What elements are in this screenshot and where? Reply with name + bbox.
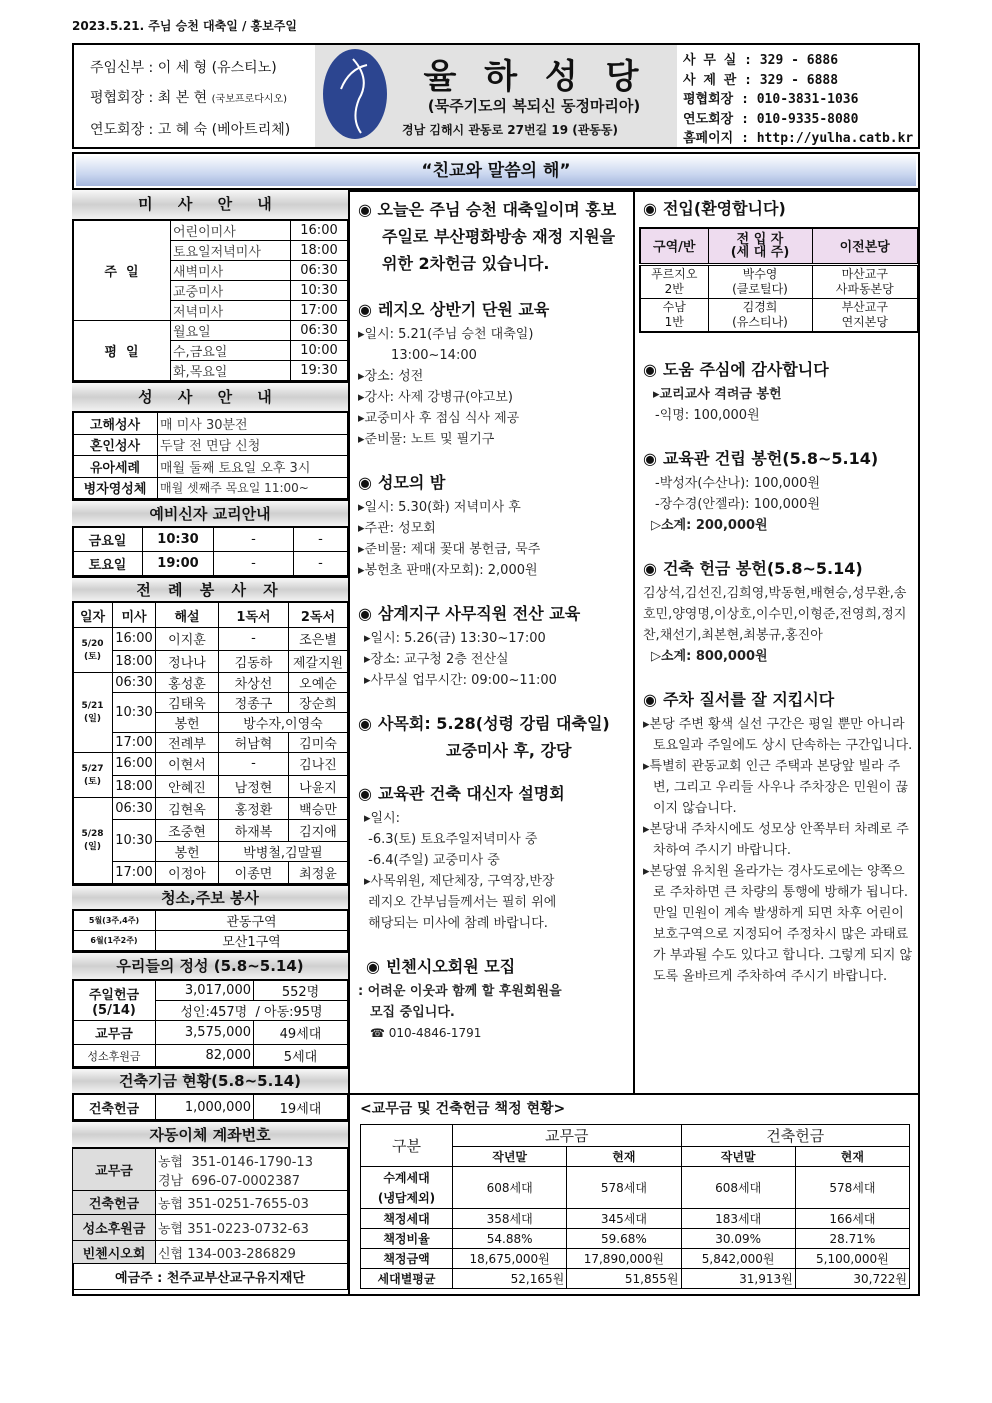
officer-label: 평협회장 : xyxy=(90,90,154,106)
cell: 5,100,000원 xyxy=(795,1249,909,1269)
cell: 52,165원 xyxy=(453,1269,567,1289)
mass-time: 19:30 xyxy=(291,361,348,381)
commentator: 이현서 xyxy=(156,753,219,776)
cell: 345세대 xyxy=(567,1209,681,1229)
notice-item: ▸일시: 5.30(화) 저녁미사 후 xyxy=(358,500,521,515)
col-header: 2독서 xyxy=(289,603,348,628)
bullet-icon: ◉ xyxy=(358,200,372,219)
district: 푸르지오 2반 xyxy=(640,264,708,298)
cell: 358세대 xyxy=(453,1209,567,1229)
liturgy-table xyxy=(72,602,348,884)
contact-value: : 010-9335-8080 xyxy=(741,111,859,127)
mass-time: 16:00 xyxy=(291,221,348,241)
notice-title: 도움 주심에 감사합니다 xyxy=(662,360,829,379)
contact-label: 홈페이지 xyxy=(683,131,734,146)
bulletin-date-line: 2023.5.21. 주님 승천 대축일 / 홍보주일 xyxy=(72,19,297,33)
assigned-district: 관동구역 xyxy=(156,911,348,931)
notice-item: ▸주관: 성모회 xyxy=(358,521,436,536)
officer-note: (유스티노) xyxy=(211,60,277,76)
notice-item: ▸사목위원, 제단체장, 구역장,반장 xyxy=(364,874,555,889)
church-name: 율 하 성 당 xyxy=(423,57,647,97)
attendance-detail: 성인:457명 / 아동:95명 xyxy=(156,1001,348,1021)
reader-2: 김미숙 xyxy=(289,733,348,753)
col-header: 전 입 자 (세 대 주) xyxy=(708,228,812,264)
account-number[interactable]: 신협 134-003-286829 xyxy=(156,1241,348,1264)
col-header: 구역/반 xyxy=(640,228,708,264)
reader-1: 하재복 xyxy=(219,820,289,842)
notice-title: 사목회: 5.28(성령 강림 대축일) xyxy=(377,714,610,733)
mass-time: 06:30 xyxy=(291,261,348,281)
cell: 578세대 xyxy=(567,1167,681,1209)
notice-item: ▸장소: 성전 xyxy=(358,369,424,384)
notice-item: 해당되는 미사에 참례 바랍니다. xyxy=(364,916,548,931)
notice-item: 13:00~14:00 xyxy=(358,348,477,363)
notice-title: 성모의 밤 xyxy=(377,473,446,492)
district: 수남 1반 xyxy=(640,298,708,332)
col-header: 이전본당 xyxy=(812,228,918,264)
count: 5세대 xyxy=(254,1045,348,1067)
label: 교무금 xyxy=(73,1021,156,1045)
mass-time: 10:30 xyxy=(113,820,156,862)
bullet-icon: ◉ xyxy=(366,957,380,976)
notice-item: 모집 중입니다. xyxy=(370,1005,455,1020)
previous-parish: 마산교구 사파동본당 xyxy=(812,264,918,298)
bullet-icon: ◉ xyxy=(358,473,372,492)
contact-council xyxy=(683,90,918,110)
bullet-icon: ◉ xyxy=(643,690,657,709)
mass-time: 06:30 xyxy=(113,673,156,693)
donor: -장수경(안젤라): 100,000원 xyxy=(655,497,821,512)
cell: 608세대 xyxy=(681,1167,795,1209)
commentator: 조중현 xyxy=(156,820,219,842)
period: 6월(1주2주) xyxy=(73,931,156,951)
sacrament-title: 성 사 안 내 xyxy=(72,381,348,412)
reader-2: 백승만 xyxy=(289,798,348,820)
catechumen-title: 예비신자 교리안내 xyxy=(72,499,348,527)
notice-item: ▸준비물: 제대 꽃대 봉헌금, 묵주 xyxy=(358,542,541,557)
amount: 3,017,000 xyxy=(156,981,254,1001)
mass-title: 미 사 안 내 xyxy=(72,190,348,220)
label: 성소후원금 xyxy=(73,1045,156,1067)
mass-time: 10:00 xyxy=(291,341,348,361)
mass-time: 17:00 xyxy=(113,733,156,753)
mass-time: 18:00 xyxy=(291,241,348,261)
account-number[interactable]: 농협 351-0251-7655-03 xyxy=(156,1191,348,1215)
notice-text: 오늘은 주님 승천 대축일이며 홍보주일로 부산평화방송 재정 지원을 위한 2차헌금 있습니다. xyxy=(377,200,617,273)
cell: 30,722원 xyxy=(795,1269,909,1289)
notice-building-offering xyxy=(643,556,914,667)
mass-time: 16:00 xyxy=(113,753,156,776)
row-label: 세대별평균 xyxy=(361,1269,453,1289)
commentator: 이지훈 xyxy=(156,628,219,651)
assessment-section xyxy=(350,1093,920,1296)
contacts xyxy=(677,45,918,147)
notice-item: -익명: 100,000원 xyxy=(655,408,760,423)
catechumen-table xyxy=(72,527,348,576)
mass-time: 16:00 xyxy=(113,628,156,651)
col-header: 미사 xyxy=(113,603,156,628)
row-label: 수계세대 (냉담제외) xyxy=(361,1167,453,1209)
notice-item: ▸일시: 5.21(주님 승천 대축일) xyxy=(358,327,534,342)
contact-label: 연도회장 xyxy=(683,111,734,127)
class-day: 토요일 xyxy=(73,552,143,576)
officers xyxy=(74,45,315,147)
commentator: 김태욱 xyxy=(156,693,219,713)
assigned-district: 모산1구역 xyxy=(156,931,348,951)
cell: 28.71% xyxy=(795,1229,909,1249)
row-label: 책정금액 xyxy=(361,1249,453,1269)
col-header: 건축헌금 xyxy=(681,1125,910,1147)
account-number[interactable]: 농협 351-0223-0732-63 xyxy=(156,1215,348,1241)
phone-number[interactable]: ☎ 010-4846-1791 xyxy=(370,1026,482,1040)
date-cell: 5/20 (토) xyxy=(73,628,113,673)
newcomer: 박수영 (클로틸다) xyxy=(708,264,812,298)
notice-item: ▸교리교사 격려금 봉헌 xyxy=(653,387,782,402)
contact-label: 사 제 관 xyxy=(683,72,737,88)
sacrament-table xyxy=(72,412,348,499)
col-header: 교무금 xyxy=(453,1125,682,1147)
notice-item: ▸본당내 주차시에도 성모상 안쪽부터 차례로 주차하여 주시기 바랍니다. xyxy=(643,822,909,858)
sunday-offering-label xyxy=(73,981,156,1021)
account-number[interactable]: 경남 696-07-0002387 xyxy=(158,1173,301,1189)
mass-time: 18:00 xyxy=(113,775,156,798)
cell: 30.09% xyxy=(681,1229,795,1249)
notice-item: ▸강사: 사제 강병규(야고보) xyxy=(358,390,513,405)
bullet-icon: ◉ xyxy=(358,300,372,319)
notice-title: 건축 헌금 봉헌(5.8~5.14) xyxy=(662,559,863,578)
cleaning-table xyxy=(72,910,348,951)
offertory-label: 봉헌 xyxy=(156,842,219,862)
col-header: 구분 xyxy=(361,1125,453,1167)
reader-1: 김동하 xyxy=(219,650,289,673)
label: 건축헌금 xyxy=(73,1095,156,1120)
account-holder: 예금주 : 천주교부산교구유지재단 xyxy=(73,1264,348,1290)
cell: 166세대 xyxy=(795,1209,909,1229)
label: 주일헌금 xyxy=(88,987,140,1003)
class-info: - xyxy=(214,528,294,552)
contact-value: : 329 - 6886 xyxy=(744,53,839,68)
officer-name: 고 혜 숙 xyxy=(157,122,208,138)
cell: 5,842,000원 xyxy=(681,1249,795,1269)
assessment-title: <교무금 및 건축헌금 책정 현황> xyxy=(360,1101,566,1117)
year-theme-banner: “친교와 말씀의 해” xyxy=(72,152,920,190)
period: 5월(3주,4주) xyxy=(73,911,156,931)
notice-council xyxy=(358,711,625,761)
sacrament-name: 고해성사 xyxy=(73,413,158,435)
date-cell: 5/27 (토) xyxy=(73,753,113,798)
reader-1: 정종구 xyxy=(219,693,289,713)
cell: 578세대 xyxy=(795,1167,909,1209)
notice-briefing xyxy=(358,781,625,934)
notice-item: 레지오 간부님들께서는 필히 위에 xyxy=(364,895,557,910)
sacrament-info: 매 미사 30분전 xyxy=(158,413,348,435)
date-cell: 5/21 (일) xyxy=(73,673,113,753)
mass-time: 17:00 xyxy=(113,862,156,884)
amount: 82,000 xyxy=(156,1045,254,1067)
reader-2: 제갈지원 xyxy=(289,650,348,673)
donor-names: 김상석,김선진,김희영,박동현,배현승,성무환,송호민,양영명,이상호,이수민,이형준,전영희,정지찬,채선기,최본현,최봉규,홍진아 xyxy=(643,586,907,643)
officer-name: 이 세 형 xyxy=(157,60,208,76)
left-column xyxy=(72,190,350,1296)
bulletin-header xyxy=(72,43,920,149)
bullet-icon: ◉ xyxy=(358,714,372,733)
row-label: 책정세대 xyxy=(361,1209,453,1229)
class-info: - xyxy=(294,528,348,552)
reader-2: 조은별 xyxy=(289,628,348,651)
col-header: 작년말 xyxy=(453,1147,567,1167)
amount: 3,575,000 xyxy=(156,1021,254,1045)
notice-item: ▸장소: 교구청 2층 전산실 xyxy=(364,652,509,667)
notice-title: 주차 질서를 잘 지킵시다 xyxy=(662,690,835,709)
class-info: - xyxy=(294,552,348,576)
notice-title: 빈첸시오회원 모집 xyxy=(385,957,516,976)
middle-column xyxy=(350,190,635,1093)
mass-name: 화,목요일 xyxy=(171,361,291,381)
notice-title: 전입(환영합니다) xyxy=(662,199,786,218)
account-number[interactable]: 농협 351-0146-1790-13 xyxy=(158,1154,313,1170)
subtotal: ▷소계: 200,000원 xyxy=(651,518,768,533)
class-info: - xyxy=(214,552,294,576)
notice-title: 교육관 건립 봉헌(5.8~5.14) xyxy=(662,449,879,468)
building-fund-table xyxy=(72,1094,348,1120)
notice-title: 삼계지구 사무직원 전산 교육 xyxy=(377,604,581,623)
mass-table xyxy=(72,220,348,381)
cell: 183세대 xyxy=(681,1209,795,1229)
commentator: 홍성훈 xyxy=(156,673,219,693)
officer-council xyxy=(90,83,315,115)
contact-value: : 329 - 6888 xyxy=(744,72,839,88)
notice-title: 레지오 상반기 단원 교육 xyxy=(377,300,550,319)
officer-name: 최 본 현 xyxy=(157,90,208,106)
notice-item: -6.4(주일) 교중미사 중 xyxy=(364,853,500,868)
homepage-link[interactable]: : http://yulha.catb.kr xyxy=(741,131,914,146)
commentator: 이정아 xyxy=(156,862,219,884)
col-header: 현재 xyxy=(795,1147,909,1167)
notice-edu-building xyxy=(643,446,914,536)
mass-name: 토요일저녁미사 xyxy=(171,241,291,261)
class-day: 금요일 xyxy=(73,528,143,552)
contact-label: 평협회장 xyxy=(683,92,734,107)
notice-item: -6.3(토) 토요주일저녁미사 중 xyxy=(364,832,538,847)
notice-item: ▸사무실 업무시간: 09:00~11:00 xyxy=(364,673,557,688)
reader-1: 이종면 xyxy=(219,862,289,884)
mass-time: 06:30 xyxy=(113,798,156,820)
assessment-table xyxy=(360,1124,910,1289)
notice-detail: 교중미사 후, 강당 xyxy=(446,741,572,760)
offertory-names: 박병철,김말필 xyxy=(219,842,348,862)
account-purpose: 건축헌금 xyxy=(73,1191,156,1215)
cell: 608세대 xyxy=(453,1167,567,1209)
col-header: 현재 xyxy=(567,1147,681,1167)
contact-rectory xyxy=(683,71,918,91)
offertory-names: 방수자,이영숙 xyxy=(219,713,348,733)
amount: 1,000,000 xyxy=(156,1095,254,1120)
mass-time: 06:30 xyxy=(291,321,348,341)
reader-2: 장순희 xyxy=(289,693,348,713)
right-column xyxy=(637,190,920,1093)
bullet-icon: ◉ xyxy=(358,604,372,623)
notice-title: 교육관 건축 대신자 설명회 xyxy=(377,784,565,803)
class-time: 19:00 xyxy=(143,552,214,576)
row-label: 책정비율 xyxy=(361,1229,453,1249)
church-title-block xyxy=(315,45,677,147)
sacrament-info: 두달 전 면담 신청 xyxy=(158,434,348,456)
count: 19세대 xyxy=(254,1095,348,1120)
contact-office xyxy=(683,51,918,71)
accounts-title: 자동이체 계좌번호 xyxy=(72,1120,348,1148)
reader-2: 나윤지 xyxy=(289,775,348,798)
notice-item: ▸일시: xyxy=(364,811,401,826)
count: 49세대 xyxy=(254,1021,348,1045)
notice-item: : 어려운 이웃과 함께 할 후원회원을 xyxy=(358,984,562,999)
bullet-icon: ◉ xyxy=(358,784,372,803)
cell: 59.68% xyxy=(567,1229,681,1249)
col-header: 일자 xyxy=(73,603,113,628)
cell: 54.88% xyxy=(453,1229,567,1249)
contact-yeondo xyxy=(683,110,918,130)
weekday-label: 평 일 xyxy=(73,321,171,381)
notice-vincent xyxy=(358,954,625,1044)
reader-2: 오예순 xyxy=(289,673,348,693)
reader-1: - xyxy=(219,753,289,776)
sacrament-name: 병자영성체 xyxy=(73,477,158,499)
officer-note: (국보프로다시오) xyxy=(211,94,288,105)
account-purpose: 성소후원금 xyxy=(73,1215,156,1241)
contact-label: 사 무 실 xyxy=(683,53,737,68)
bullet-icon: ◉ xyxy=(643,199,657,218)
mass-name: 어린이미사 xyxy=(171,221,291,241)
cell: 18,675,000원 xyxy=(453,1249,567,1269)
bullet-icon: ◉ xyxy=(643,559,657,578)
liturgy-title: 전 례 봉 사 자 xyxy=(72,576,348,602)
mass-name: 저녁미사 xyxy=(171,301,291,321)
bullet-icon: ◉ xyxy=(643,449,657,468)
sacrament-info: 매월 셋째주 목요일 11:00~ xyxy=(158,477,348,499)
previous-parish: 부산교구 연지본당 xyxy=(812,298,918,332)
notice-legio xyxy=(358,297,625,450)
mass-name: 수,금요일 xyxy=(171,341,291,361)
notice-mary-night xyxy=(358,470,625,581)
sunday-label: 주 일 xyxy=(73,221,171,321)
reader-1: 홍정환 xyxy=(219,798,289,820)
contact-homepage xyxy=(683,129,918,149)
cell: 17,890,000원 xyxy=(567,1249,681,1269)
count: 552명 xyxy=(254,981,348,1001)
commentator: 정나나 xyxy=(156,650,219,673)
reader-2: 김지애 xyxy=(289,820,348,842)
mass-name: 교중미사 xyxy=(171,281,291,301)
newcomer: 김경희 (유스티나) xyxy=(708,298,812,332)
officer-note: (베아트리체) xyxy=(211,122,291,138)
mass-time: 10:30 xyxy=(113,693,156,733)
notice-item: ▸준비물: 노트 및 필기구 xyxy=(358,432,495,447)
cleaning-title: 청소,주보 봉사 xyxy=(72,884,348,910)
commentator: 전례부 xyxy=(156,733,219,753)
mass-time: 18:00 xyxy=(113,650,156,673)
class-time: 10:30 xyxy=(143,528,214,552)
sacrament-info: 매월 둘째 토요일 오후 3시 xyxy=(158,456,348,478)
reader-1: 남정현 xyxy=(219,775,289,798)
offering-table xyxy=(72,980,348,1067)
subtotal: ▷소계: 800,000원 xyxy=(651,649,768,664)
notice-item: ▸특별히 관동교회 인근 주택과 본당앞 빌라 주변, 그리고 우리들 사우나 주차장은 민원이 끊이지 않습니다. xyxy=(643,759,908,816)
officer-label: 주임신부 : xyxy=(90,60,154,76)
building-fund-title: 건축기금 현황(5.8~5.14) xyxy=(72,1067,348,1094)
offering-title: 우리들의 정성 (5.8~5.14) xyxy=(72,951,348,980)
offertory-label: 봉헌 xyxy=(156,713,219,733)
notice-item: ▸본당 주변 황색 실선 구간은 평일 뿐만 아니라 토요일과 주일에도 상시 단속하는 구간입니다. xyxy=(643,717,913,753)
reader-2: 김나진 xyxy=(289,753,348,776)
commentator: 김현옥 xyxy=(156,798,219,820)
mass-time: 10:30 xyxy=(291,281,348,301)
church-address: 경남 김해시 관동로 27번길 19 (관동동) xyxy=(402,123,618,137)
account-numbers xyxy=(156,1149,348,1191)
mass-name: 월요일 xyxy=(171,321,291,341)
accounts-table xyxy=(72,1148,348,1290)
date-cell: 5/28 (일) xyxy=(73,798,113,884)
officer-yeondo xyxy=(90,115,315,145)
sacrament-name: 유아세례 xyxy=(73,456,158,478)
mass-time: 17:00 xyxy=(291,301,348,321)
cell: 51,855원 xyxy=(567,1269,681,1289)
notice-thanks xyxy=(643,357,914,426)
notice-samgye xyxy=(358,601,625,691)
reader-1: 허남혁 xyxy=(219,733,289,753)
mass-name: 새벽미사 xyxy=(171,261,291,281)
col-header: 1독서 xyxy=(219,603,289,628)
notice-item: ▸교중미사 후 점심 식사 제공 xyxy=(358,411,520,426)
bullet-icon: ◉ xyxy=(643,360,657,379)
reader-1: 차상선 xyxy=(219,673,289,693)
transfer-table xyxy=(639,227,919,333)
officer-pastor xyxy=(90,53,315,83)
col-header: 해설 xyxy=(156,603,219,628)
donor: -박성자(수산나): 100,000원 xyxy=(655,476,821,491)
sacrament-name: 혼인성사 xyxy=(73,434,158,456)
account-purpose: 빈첸시오회 xyxy=(73,1241,156,1264)
cell: 31,913원 xyxy=(681,1269,795,1289)
account-purpose: 교무금 xyxy=(73,1149,156,1191)
officer-label: 연도회장 : xyxy=(90,122,154,138)
notice-item: ▸일시: 5.26(금) 13:30~17:00 xyxy=(364,631,546,646)
reader-2: 최정윤 xyxy=(289,862,348,884)
reader-1: - xyxy=(219,628,289,651)
notice-ascension xyxy=(358,196,625,277)
notice-parking xyxy=(643,687,914,987)
commentator: 안혜진 xyxy=(156,775,219,798)
col-header: 작년말 xyxy=(681,1147,795,1167)
date: (5/14) xyxy=(92,1002,136,1018)
notice-item: ▸본당옆 유치원 올라가는 경사도로에는 양쪽으로 주차하면 큰 차량의 통행에 방해가 됩니다. 만일 민원이 계속 발생하게 되면 차후 어린이 보호구역으로 지정되어 주정차시 많은 과태료가 부과될 수도 있다고 합니다. 그렇게 되지 않도록 올바르게 주차하여 주시기 바랍니다. xyxy=(643,864,913,984)
church-patron: (묵주기도의 복되신 동정마리아) xyxy=(427,97,641,115)
contact-value: : 010-3831-1036 xyxy=(741,92,859,107)
notice-item: ▸봉헌초 판매(자모회): 2,000원 xyxy=(358,563,538,578)
